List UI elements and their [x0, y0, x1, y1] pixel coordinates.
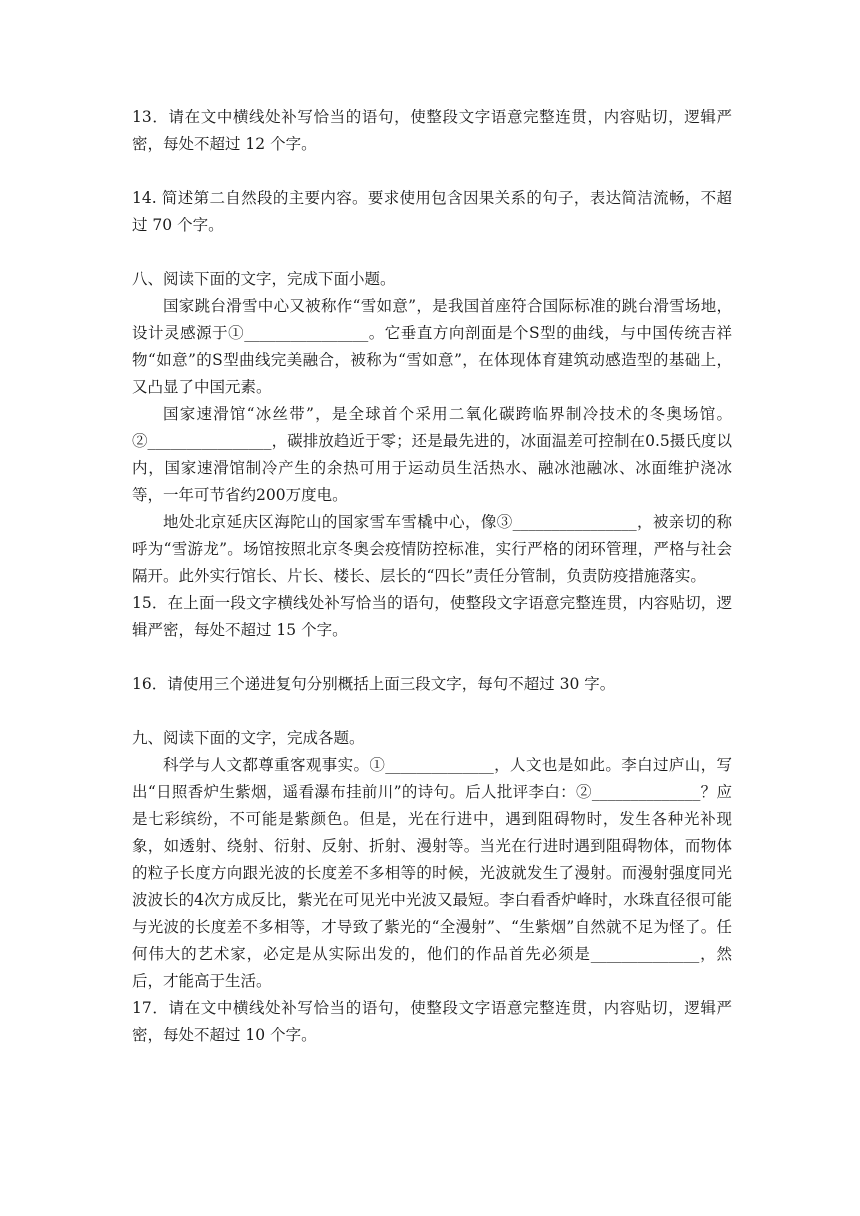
question-17: 17．请在文中横线处补写恰当的语句，使整段文字语意完整连贯，内容贴切，逻辑严密，每处不超过 10 个字。	[132, 999, 732, 1044]
document-page	[132, 104, 732, 1049]
question-13: 13．请在文中横线处补写恰当的语句，使整段文字语意完整连贯，内容贴切，逻辑严密，每处不超过 12 个字。	[132, 108, 732, 153]
section-8-paragraph-2: 国家速滑馆“冰丝带”，是全球首个采用二氧化碳跨临界制冷技术的冬奥场馆。②________________，碳排放趋近于零；还是最先进的，冰面温差可控制在0.5摄氏度以内，国家速滑馆制冷产生的余热可用于运动员生活热水、融冰池融冰、冰面维护浇冰等，一年可节省约200万度电。	[132, 405, 732, 504]
question-16: 16．请使用三个递进复句分别概括上面三段文字，每句不超过 30 字。	[132, 675, 616, 693]
section-9-heading: 九、阅读下面的文字，完成各题。	[132, 729, 365, 747]
section-8-heading: 八、阅读下面的文字，完成下面小题。	[132, 270, 396, 288]
section-9-paragraph: 科学与人文都尊重客观事实。①______________，人文也是如此。李白过庐山，写出“日照香炉生紫烟，遥看瀑布挂前川”的诗句。后人批评李白：②______________？应是七彩缤纷，不可能是紫颜色。但是，光在行进中，遇到阻碍物时，发生各种光补现象，如透射、绕射、衍射、反射、折射、漫射等。当光在行进时遇到阻碍物体，而物体的粒子长度方向跟光波的长度差不多相等的时候，光波就发生了漫射。而漫射强度同光波波长的4次方成反比，紫光在可见光中光波又最短。李白看香炉峰时，水珠直径很可能与光波的长度差不多相等，才导致了紫光的“全漫射”、“生紫烟”自然就不足为怪了。任何伟大的艺术家，必定是从实际出发的，他们的作品首先必须是______________，然后，才能高于生活。	[132, 756, 732, 990]
question-14: 14. 简述第二自然段的主要内容。要求使用包含因果关系的句子，表达简洁流畅，不超过 70 个字。	[132, 189, 732, 234]
section-8-paragraph-1: 国家跳台滑雪中心又被称作“雪如意”，是我国首座符合国际标准的跳台滑雪场地，设计灵感源于①________________。它垂直方向剖面是个S型的曲线，与中国传统吉祥物“如意”的S型曲线完美融合，被称为“雪如意”，在体现体育建筑动感造型的基础上，又凸显了中国元素。	[132, 297, 732, 396]
question-15: 15．在上面一段文字横线处补写恰当的语句，使整段文字语意完整连贯，内容贴切，逻辑严密，每处不超过 15 个字。	[132, 594, 732, 639]
section-8-paragraph-3: 地处北京延庆区海陀山的国家雪车雪橇中心，像③________________，被亲切的称呼为“雪游龙”。场馆按照北京冬奥会疫情防控标准，实行严格的闭环管理，严格与社会隔开。此外实行馆长、片长、楼长、层长的“四长”责任分管制，负责防疫措施落实。	[132, 513, 732, 585]
